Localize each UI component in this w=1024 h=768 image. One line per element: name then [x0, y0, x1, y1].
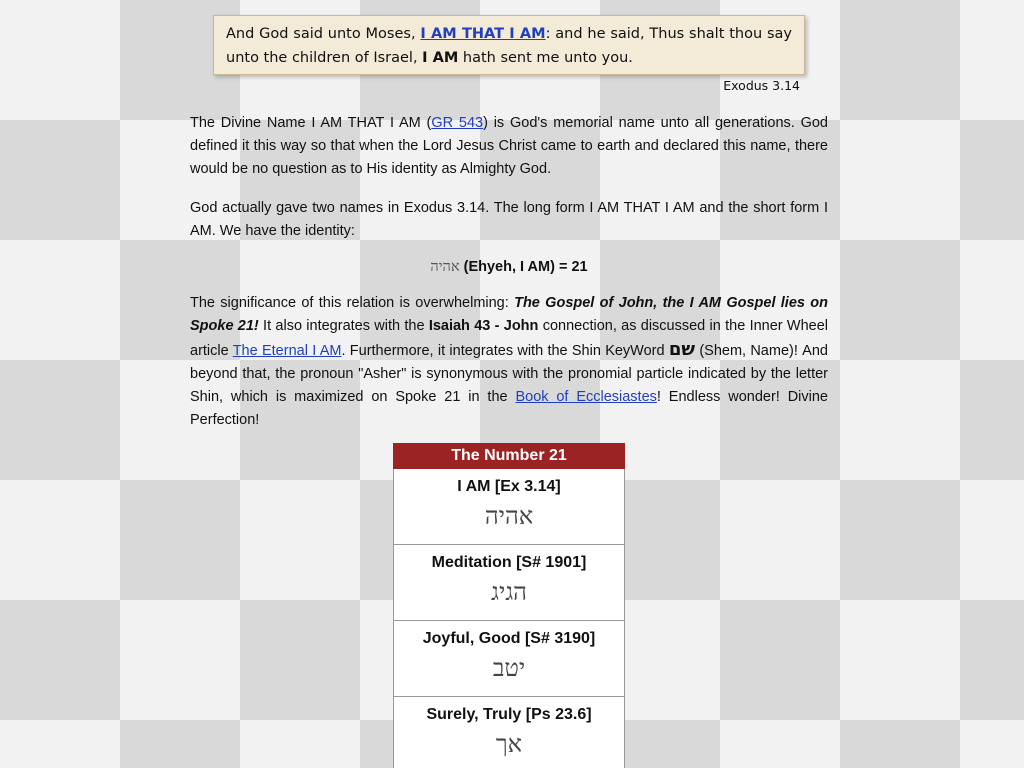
- quote-text-3: hath sent me unto you.: [458, 50, 633, 66]
- i-am-that-i-am-link[interactable]: I AM THAT I AM: [420, 26, 546, 42]
- article: [190, 0, 828, 768]
- quote-text-1: And God said unto Moses,: [226, 26, 421, 42]
- number-21-table: [393, 443, 625, 768]
- ehyeh-identity: [190, 259, 828, 276]
- row-hebrew: אך: [495, 730, 523, 758]
- table-row: [394, 469, 625, 545]
- ehyeh-identity-text: (Ehyeh, I AM) = 21: [459, 259, 588, 275]
- para3-text-2: It also integrates with the: [258, 318, 429, 334]
- paragraph-two-names: God actually gave two names in Exodus 3.14. The long form I AM THAT I AM and the short form I AM. We have the identity:: [190, 200, 828, 239]
- scripture-quote-box: [213, 15, 805, 75]
- paragraph-divine-name: [190, 112, 828, 181]
- para3-text-1: The significance of this relation is overwhelming:: [190, 295, 515, 311]
- para1-text-2: ) is God's memorial name unto all generations. God defined it this way so that when the Lord Jesus Christ came to earth and declared this name, there would be no question as to His identity as Almighty God.: [190, 115, 828, 177]
- quote-text-2: : and he said, Thus shalt thou say unto the children of Israel,: [226, 26, 792, 66]
- para1-text-1: The Divine Name I AM THAT I AM (: [190, 115, 432, 131]
- row-title: Joyful, Good [S# 3190]: [422, 630, 596, 647]
- para3-text-6: ! Endless wonder! Divine Perfection!: [190, 389, 828, 428]
- scripture-reference: Exodus 3.14: [723, 78, 800, 93]
- ecclesiastes-link[interactable]: Book of Ecclesiastes: [515, 389, 657, 405]
- table-row: [394, 621, 625, 697]
- eternal-i-am-link[interactable]: The Eternal I AM: [232, 343, 342, 359]
- row-hebrew: אהיה: [484, 502, 534, 530]
- row-title: Meditation [S# 1901]: [431, 554, 587, 571]
- row-title: Surely, Truly [Ps 23.6]: [426, 706, 592, 723]
- paragraph-significance: [190, 292, 828, 432]
- table-header: The Number 21: [394, 444, 625, 469]
- para3-bold-isaiah: Isaiah 43 - John: [428, 318, 539, 334]
- table-row: [394, 697, 625, 768]
- row-title: I AM [Ex 3.14]: [457, 478, 561, 495]
- para3-bold-italic: The Gospel of John, the I AM Gospel lies on Spoke 21!: [190, 295, 828, 334]
- quote-bold-i-am: I AM: [422, 50, 459, 66]
- row-hebrew: יטב: [492, 654, 526, 682]
- para3-text-5: (Shem, Name)! And beyond that, the pronoun "Asher" is synonymous with the pronomial particle indicated by the letter Shin, which is maximized on Spoke 21 in the: [190, 343, 828, 405]
- row-hebrew: הגיג: [491, 578, 527, 606]
- gr-543-link[interactable]: GR 543: [431, 115, 484, 131]
- para3-text-3: connection, as discussed in the Inner Wheel article: [190, 318, 829, 359]
- para3-text-4: . Furthermore, it integrates with the Shin KeyWord: [341, 343, 669, 359]
- ehyeh-hebrew: אהיה: [430, 259, 460, 275]
- shem-hebrew: שם: [668, 339, 696, 360]
- table-row: [394, 545, 625, 621]
